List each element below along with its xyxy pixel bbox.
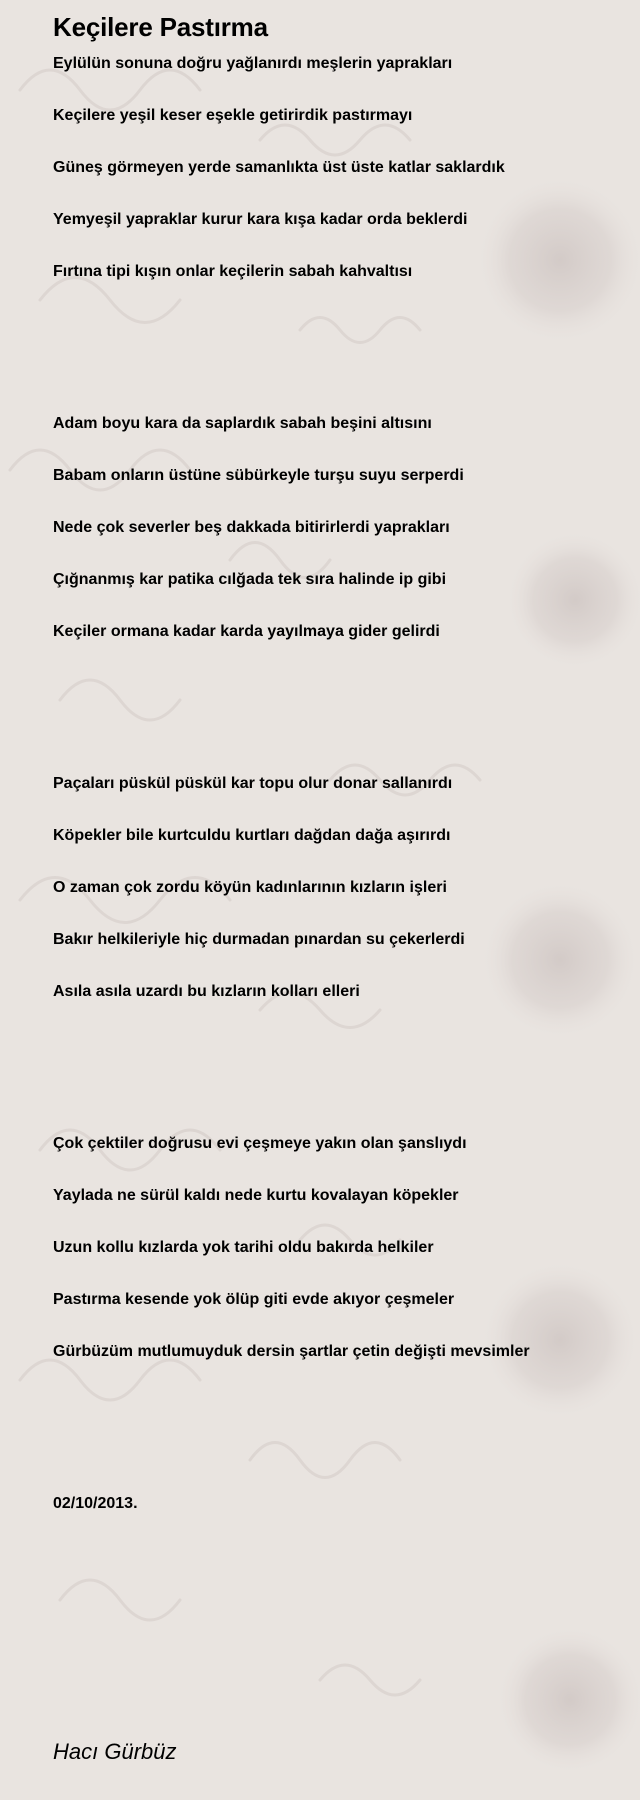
poem-line: Pastırma kesende yok ölüp giti evde akıyor çeşmeler — [53, 1291, 455, 1308]
poem-line: Keçilere yeşil keser eşekle getirirdik pastırmayı — [53, 107, 413, 124]
poem-title: Keçilere Pastırma — [53, 12, 268, 42]
poem-line: Çığnanmış kar patika cılğada tek sıra halinde ip gibi — [53, 571, 447, 588]
poem-line: Eylülün sonuna doğru yağlanırdı meşlerin yaprakları — [53, 55, 453, 72]
poem-line: Yemyeşil yapraklar kurur kara kışa kadar orda beklerdi — [53, 211, 468, 228]
poem-line: Güneş görmeyen yerde samanlıkta üst üste katlar saklardık — [53, 159, 505, 176]
poem-line: Yaylada ne sürül kaldı nede kurtu kovalayan köpekler — [53, 1187, 459, 1204]
poem-line: Paçaları püskül püskül kar topu olur donar sallanırdı — [53, 775, 453, 792]
poem-line: Asıla asıla uzardı bu kızların kolları elleri — [53, 983, 360, 1000]
poem-line: Köpekler bile kurtculdu kurtları dağdan dağa aşırırdı — [53, 827, 451, 844]
poem-date: 02/10/2013. — [53, 1495, 138, 1512]
poem-line: Nede çok severler beş dakkada bitirirlerdi yaprakları — [53, 519, 450, 536]
poem-line: O zaman çok zordu köyün kadınlarının kızların işleri — [53, 879, 447, 896]
poem-author: Hacı Gürbüz — [53, 1739, 177, 1764]
poem-line: Babam onların üstüne sübürkeyle turşu suyu serperdi — [53, 467, 464, 484]
poem-line: Adam boyu kara da saplardık sabah beşini altısını — [53, 415, 432, 432]
poem-line: Uzun kollu kızlarda yok tarihi oldu bakırda helkiler — [53, 1239, 434, 1256]
poem-line: Bakır helkileriyle hiç durmadan pınardan su çekerlerdi — [53, 931, 465, 948]
poem-line: Keçiler ormana kadar karda yayılmaya gider gelirdi — [53, 623, 440, 640]
poem-line: Gürbüzüm mutlumuyduk dersin şartlar çetin değişti mevsimler — [53, 1343, 530, 1360]
poem-line: Çok çektiler doğrusu evi çeşmeye yakın olan şanslıydı — [53, 1135, 467, 1152]
poem-line: Fırtına tipi kışın onlar keçilerin sabah kahvaltısı — [53, 263, 413, 280]
